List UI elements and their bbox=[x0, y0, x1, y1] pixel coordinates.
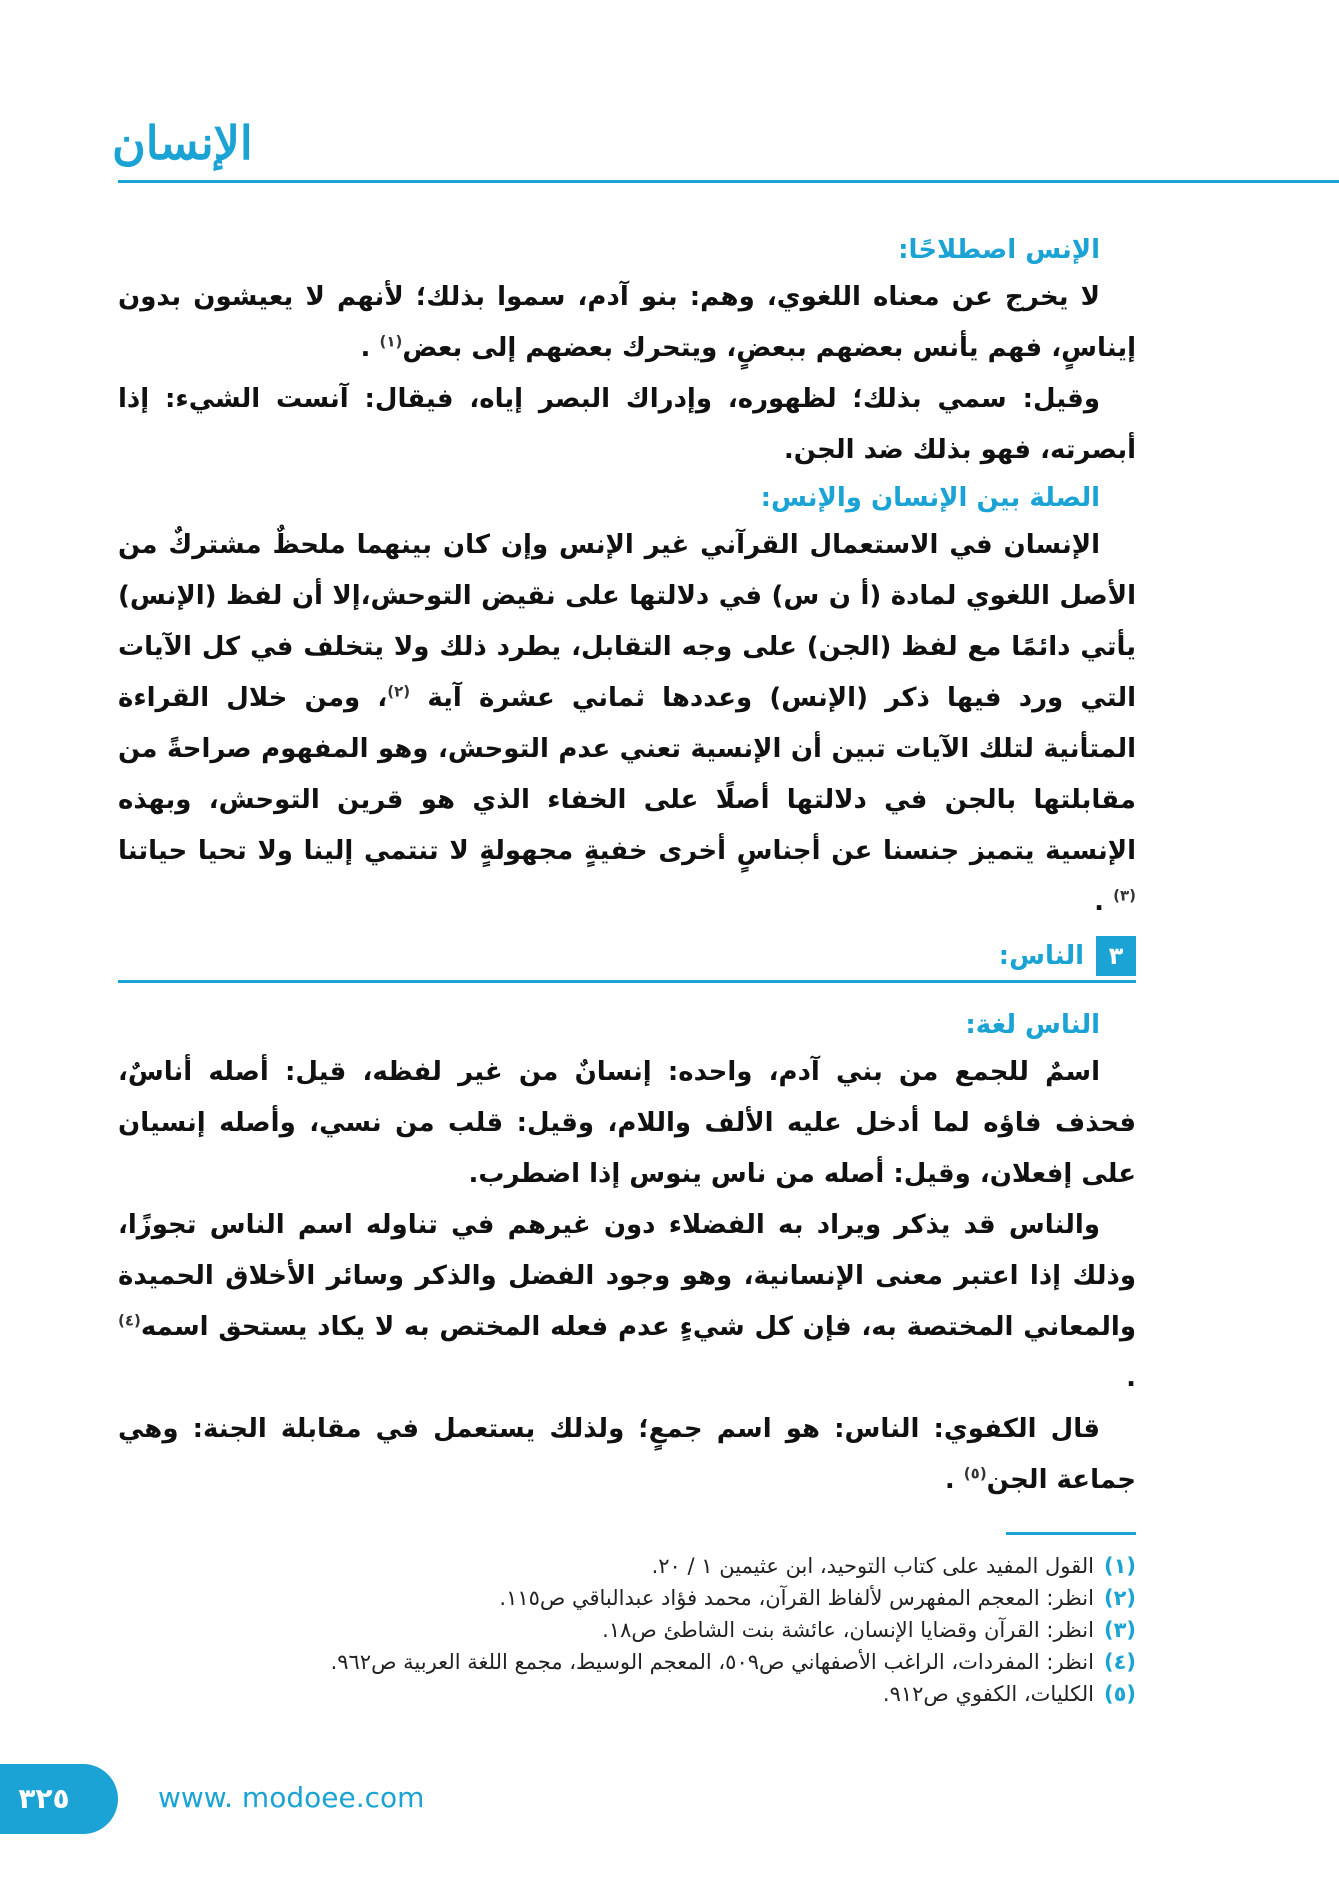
site-url-link[interactable]: www. modoee.com bbox=[158, 1781, 425, 1814]
footnote-text: انظر: المفردات، الراغب الأصفهاني ص٥٠٩، المعجم الوسيط، مجمع اللغة العربية ص٩٦٢. bbox=[330, 1650, 1094, 1674]
paragraph-text: قال الكفوي: الناس: هو اسم جمعٍ؛ ولذلك يستعمل في مقابلة الجنة: وهي جماعة الجن bbox=[118, 1414, 1136, 1495]
footnote-text: الكليات، الكفوي ص٩١٢. bbox=[882, 1682, 1094, 1706]
paragraph-text: ، ومن خلال القراءة المتأنية لتلك الآيات تبين أن الإنسية تعني عدم التوحش، وهو المفهوم صراحةً من مقابلتها بالجن في دلالتها أصلًا على الخفاء الذي هو قرين التوحش، وبهذه الإنسية يتميز جنسنا عن أجناسٍ أخرى خفيةٍ مجهولةٍ لا تنتمي إلينا ولا تحيا حياتنا bbox=[118, 683, 1136, 866]
page-number: ٣٢٥ bbox=[0, 1764, 118, 1834]
paragraph-text: الإنسان في الاستعمال القرآني غير الإنس وإن كان بينهما ملحظٌ مشتركٌ من الأصل اللغوي لمادة (أ ن س) في دلالتها على نقيض التوحش،إلا أن لفظ (الإنس) يأتي دائمًا مع لفظ (الجن) على وجه التقابل، يطرد ذلك ولا يتخلف في كل الآيات التي ورد فيها ذكر (الإنس) وعددها ثماني عشرة آية bbox=[118, 530, 1137, 713]
period: . bbox=[360, 333, 371, 363]
section-title: الناس: bbox=[998, 941, 1084, 971]
section-heading: الإنس اصطلاحًا: bbox=[898, 235, 1100, 265]
paragraph-text: لا يخرج عن معناه اللغوي، وهم: بنو آدم، سموا بذلك؛ لأنهم لا يعيشون بدون إيناسٍ، فهم يأنس بعضهم ببعضٍ، ويتحرك بعضهم إلى بعض bbox=[118, 282, 1136, 363]
period: . bbox=[1126, 1363, 1136, 1393]
footnote-text: القول المفيد على كتاب التوحيد، ابن عثيمين ١ / ٢٠. bbox=[651, 1554, 1094, 1578]
footnote-text: انظر: المعجم المفهرس لألفاظ القرآن، محمد فؤاد عبدالباقي ص١١٥. bbox=[499, 1586, 1094, 1610]
footnote-number: (٥) bbox=[1103, 1682, 1136, 1706]
main-content bbox=[118, 228, 1136, 1506]
paragraph bbox=[118, 520, 1136, 928]
paragraph-text: والناس قد يذكر ويراد به الفضلاء دون غيرهم في تناوله اسم الناس تجوزًا، وذلك إذا اعتبر معنى الإنسانية، وهو وجود الفضل والذكر وسائر الأخلاق الحميدة والمعاني المختصة به، فإن كل شيءٍ عدم فعله المختص به لا يكاد يستحق اسمه bbox=[118, 1210, 1136, 1342]
footnote-marker[interactable]: (٥) bbox=[963, 1464, 987, 1483]
paragraph bbox=[118, 272, 1136, 374]
footnote-item bbox=[118, 1678, 1136, 1710]
paragraph bbox=[118, 1404, 1136, 1506]
footnote-number: (٢) bbox=[1103, 1586, 1136, 1610]
footnote-number: (٤) bbox=[1103, 1650, 1136, 1674]
header-divider bbox=[118, 180, 1339, 183]
footnote-divider bbox=[1006, 1532, 1136, 1535]
footnote-item bbox=[118, 1646, 1136, 1678]
footnote-item bbox=[118, 1582, 1136, 1614]
paragraph: اسمٌ للجمع من بني آدم، واحده: إنسانٌ من غير لفظه، قيل: أصله أناسٌ، فحذف فاؤه لما أدخل عليه الألف واللام، وقيل: قلب من نسي، وأصله إنسيان على إفعلان، وقيل: أصله من ناس ينوس إذا اضطرب. bbox=[118, 1057, 1136, 1189]
section-heading: الصلة بين الإنسان والإنس: bbox=[760, 483, 1100, 513]
footnote-number: (١) bbox=[1103, 1554, 1136, 1578]
footnotes bbox=[118, 1550, 1136, 1710]
footnote-number: (٣) bbox=[1103, 1618, 1136, 1642]
footnote-item bbox=[118, 1550, 1136, 1582]
footnote-marker[interactable]: (١) bbox=[379, 332, 403, 351]
period: . bbox=[944, 1465, 955, 1495]
footnote-marker[interactable]: (٣) bbox=[1113, 886, 1136, 905]
paragraph bbox=[118, 1200, 1136, 1404]
footnote-marker[interactable]: (٤) bbox=[118, 1311, 141, 1330]
page-title: الإنسان bbox=[112, 116, 253, 170]
footnote-marker[interactable]: (٢) bbox=[387, 682, 411, 701]
footnote-text: انظر: القرآن وقضايا الإنسان، عائشة بنت الشاطئ ص١٨. bbox=[602, 1618, 1094, 1642]
section-bar bbox=[118, 936, 1136, 983]
section-heading: الناس لغة: bbox=[965, 1010, 1100, 1040]
paragraph: وقيل: سمي بذلك؛ لظهوره، وإدراك البصر إياه، فيقال: آنست الشيء: إذا أبصرته، فهو بذلك ضد الجن. bbox=[118, 384, 1136, 465]
footnote-item bbox=[118, 1614, 1136, 1646]
section-number: ٣ bbox=[1096, 936, 1136, 976]
period: . bbox=[1094, 887, 1105, 917]
